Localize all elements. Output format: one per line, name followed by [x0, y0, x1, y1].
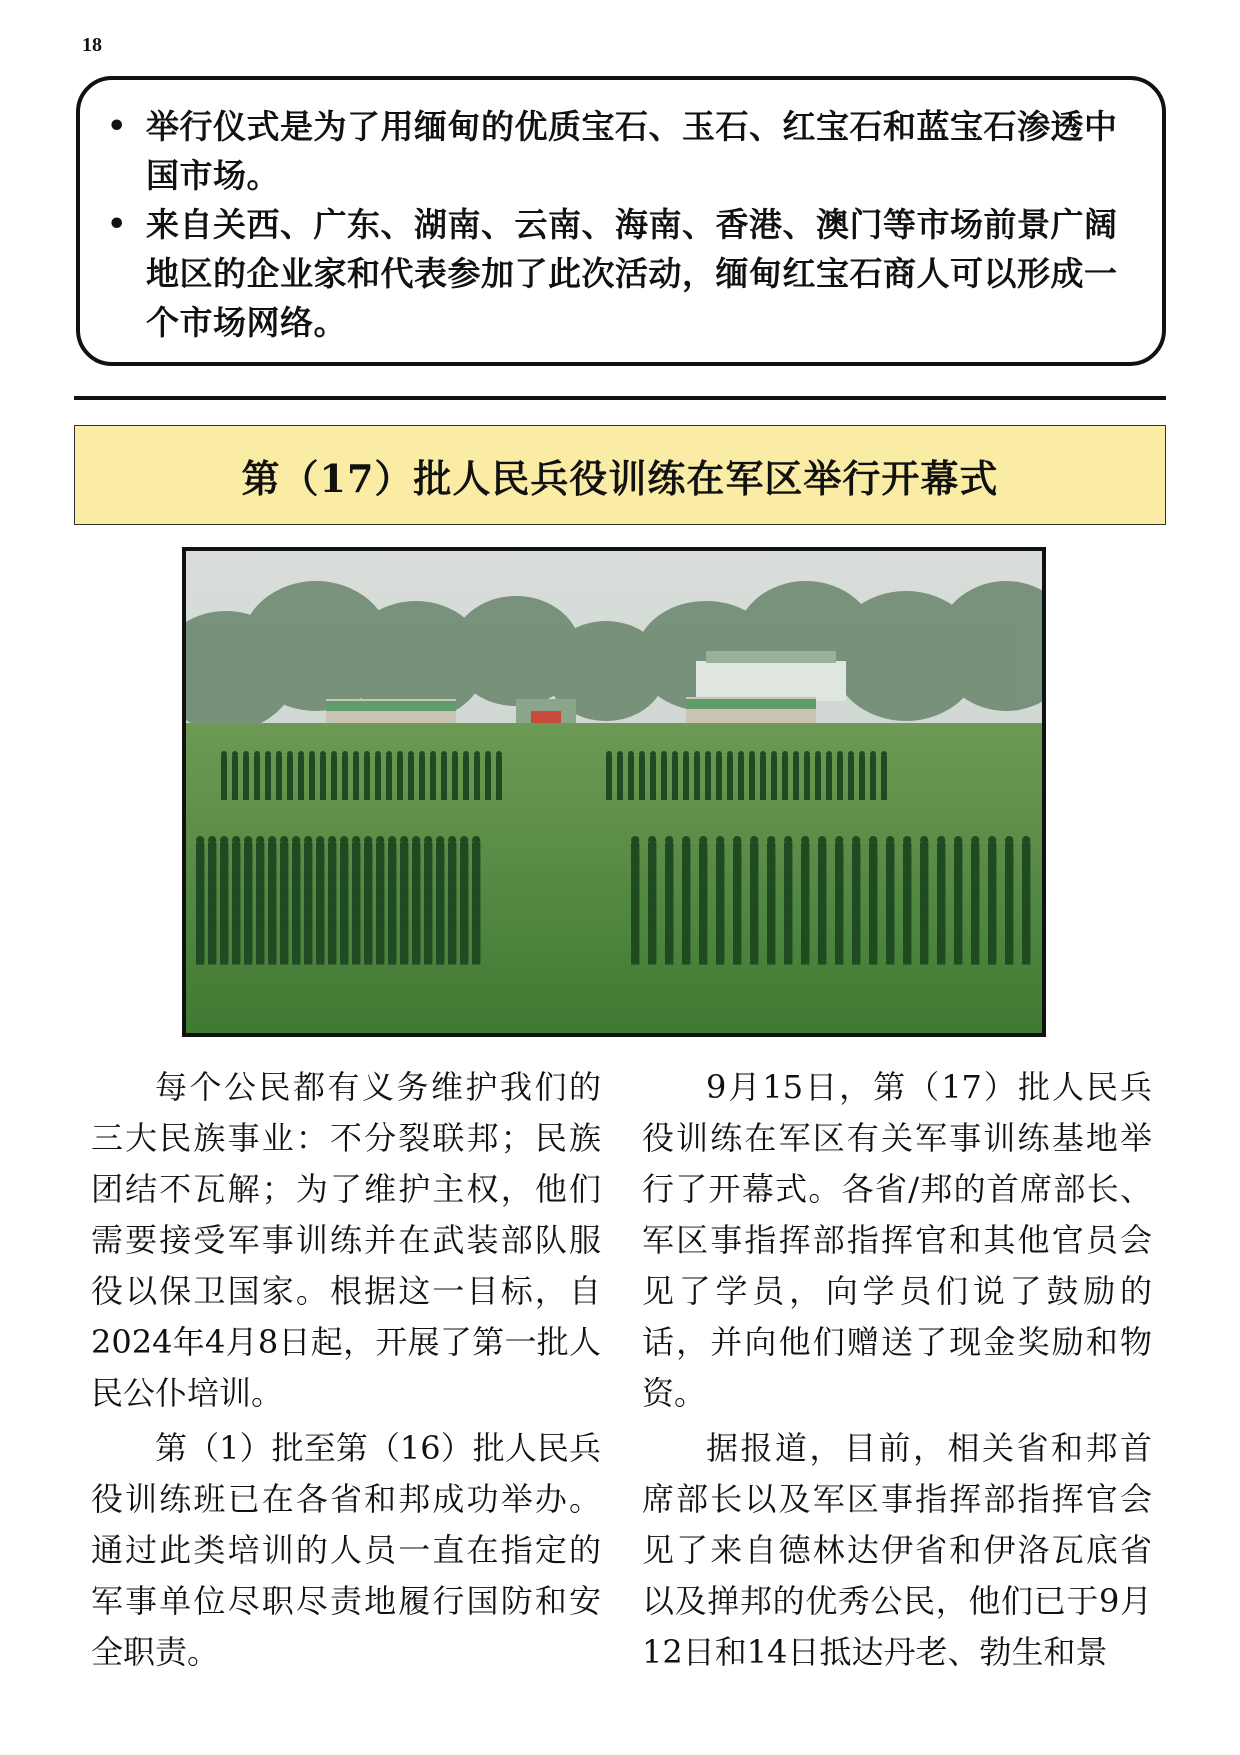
bullet-dot-icon: •: [107, 109, 127, 144]
bullet-dot-icon: •: [107, 207, 127, 242]
article-photo: [182, 547, 1046, 1037]
parade-ground-photo: [186, 551, 1042, 1033]
paragraph: 据报道，目前，相关省和邦首席部长以及军区事指挥部指挥官会见了来自德林达伊省和伊洛瓦底省以及掸邦的优秀公民，他们已于9月12日和14日抵达丹老、勃生和景: [642, 1429, 1152, 1671]
bullet-item: [102, 102, 1138, 200]
article-column-left: [91, 1062, 601, 1682]
paragraph: 第（1）批至第（16）批人民兵役训练班已在各省和邦成功举办。通过此类培训的人员一直在指定的军事单位尽职尽责地履行国防和安全职责。: [91, 1429, 601, 1671]
bullet-text: 举行仪式是为了用缅甸的优质宝石、玉石、红宝石和蓝宝石渗透中国市场。: [146, 107, 1118, 195]
bullet-item: [102, 200, 1138, 347]
bullet-text: 来自关西、广东、湖南、云南、海南、香港、澳门等市场前景广阔地区的企业家和代表参加了此次活动，缅甸红宝石商人可以形成一个市场网络。: [146, 205, 1118, 342]
paragraph: 9月15日，第（17）批人民兵役训练在军区有关军事训练基地举行了开幕式。各省/邦的首席部长、军区事指挥部指挥官和其他官员会见了学员，向学员们说了鼓励的话，并向他们赠送了现金奖励和物资。: [642, 1068, 1152, 1412]
paragraph: 每个公民都有义务维护我们的三大民族事业：不分裂联邦；民族团结不瓦解；为了维护主权，他们需要接受军事训练并在武装部队服役以保卫国家。根据这一目标，自2024年4月8日起，开展了第一批人民公仆培训。: [91, 1068, 601, 1412]
article-column-right: [642, 1062, 1152, 1682]
page-number: 18: [82, 34, 102, 56]
headline-box: [74, 425, 1166, 525]
bullet-box: [76, 76, 1166, 366]
section-divider: [74, 396, 1166, 400]
headline: 第（17）批人民兵役训练在军区举行开幕式: [241, 455, 999, 501]
